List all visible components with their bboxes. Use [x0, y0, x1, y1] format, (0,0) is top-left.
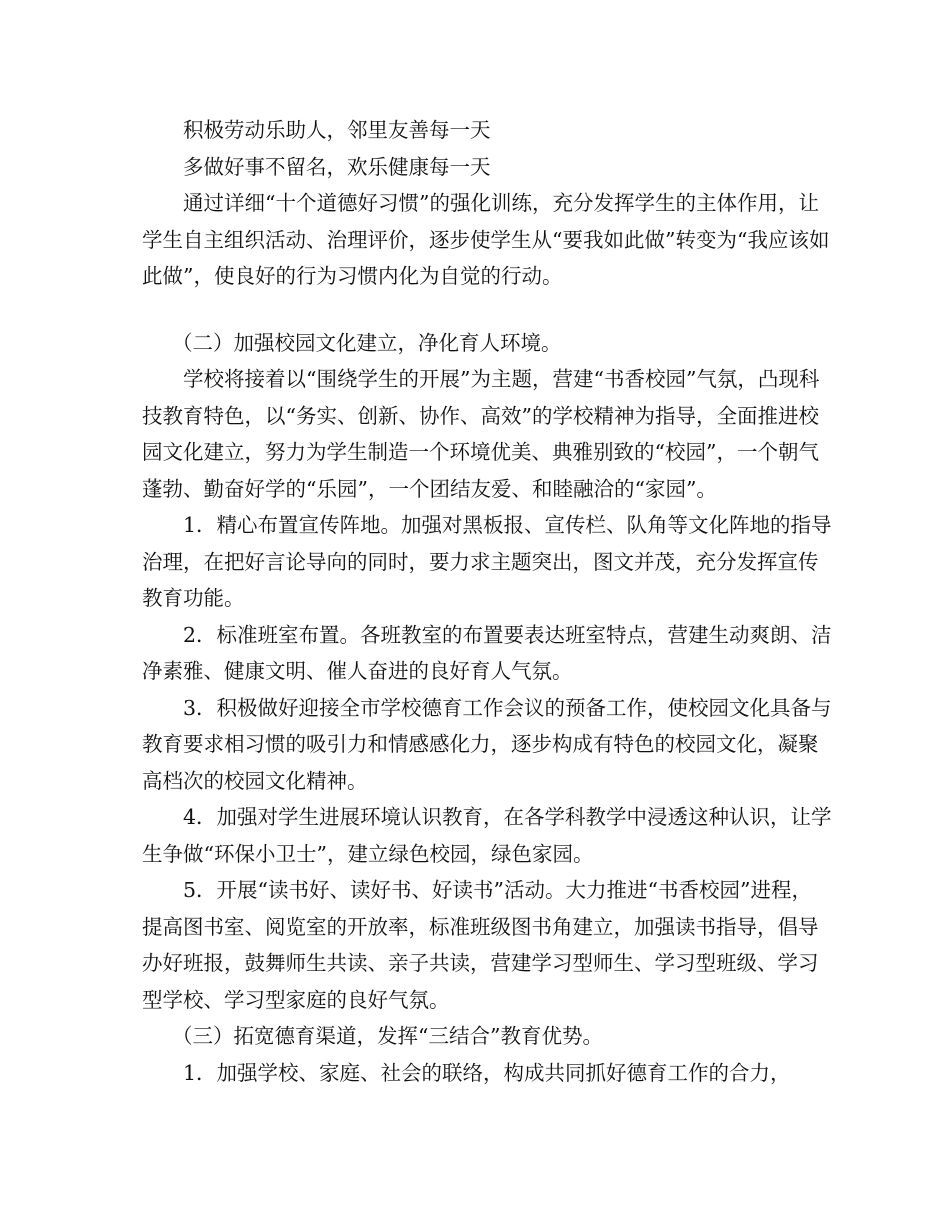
slogan-line-1: 积极劳动乐助人，邻里友善每一天	[183, 118, 491, 142]
list-item-3: 3．积极做好迎接全市学校德育工作会议的预备工作，使校园文化具备与教育要求相习惯的吸引力和情感感化力，逐步构成有特色的校园文化，凝聚高档次的校园文化精神。	[142, 695, 832, 793]
list-item-5: 5．开展“读书好、读好书、好读书”活动。大力推进“书香校园”进程，提高图书室、阅览室的开放率，标准班级图书角建立，加强读书指导，倡导办好班报，鼓舞师生共读、亲子共读，营建学习型师生、学习型班级、学习型学校、学习型家庭的良好气氛。	[142, 878, 819, 1012]
list-item-2: 2．标准班室布置。各班教室的布置要表达班室特点，营建生动爽朗、洁净素雅、健康文明、催人奋进的良好育人气氛。	[142, 622, 832, 683]
section-heading-2: （二）加强校园文化建立，净化育人环境。	[172, 330, 562, 355]
paragraph-campus-culture: 学校将接着以“围绕学生的开展”为主题，营建“书香校园”气氛，凸现科技教育特色，以“务实、创新、协作、高效”的学校精神为指导，全面推进校园文化建立，努力为学生制造一个环境优美、典雅别致的“校园”，一个朝气蓬勃、勤奋好学的“乐园”，一个团结友爱、和睦融洽的“家园”。	[142, 367, 820, 501]
document-body	[142, 112, 832, 1091]
list-item-4: 4．加强对学生进展环境认识教育，在各学科教学中浸透这种认识，让学生争做“环保小卫士”，建立绿色校园，绿色家园。	[142, 805, 832, 866]
section-heading-3: （三）拓宽德育渠道，发挥“三结合”教育优势。	[172, 1024, 603, 1048]
slogan-line-2: 多做好事不留名，欢乐健康每一天	[183, 154, 491, 179]
list-item-3-1: 1．加强学校、家庭、社会的联络，构成共同抓好德育工作的合力，	[183, 1060, 791, 1085]
list-item-1: 1．精心布置宣传阵地。加强对黑板报、宣传栏、队角等文化阵地的指导治理，在把好言论导向的同时，要力求主题突出，图文并茂，充分发挥宣传教育功能。	[142, 513, 832, 610]
paragraph-habit-training: 通过详细“十个道德好习惯”的强化训练，充分发挥学生的主体作用，让学生自主组织活动、治理评价，逐步使学生从“要我如此做”转变为“我应该如此做”，使良好的行为习惯内化为自觉的行动。	[142, 191, 830, 288]
